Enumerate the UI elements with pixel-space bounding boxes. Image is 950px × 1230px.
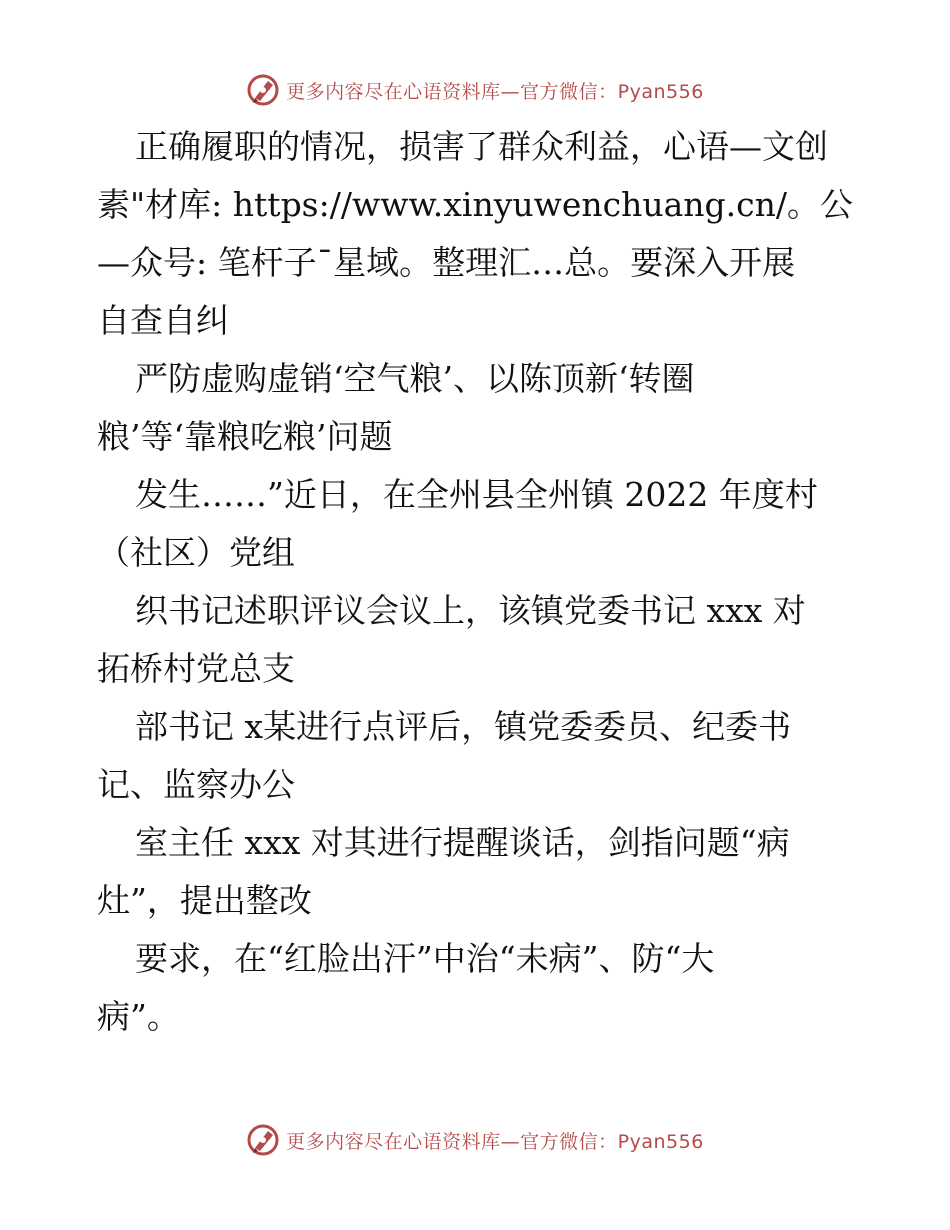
text-line: 自查自纠 (97, 301, 229, 340)
text-line: 室主任 xxx 对其进行提醒谈话，剑指问题“病 (135, 823, 790, 862)
pen-logo-icon (246, 73, 280, 107)
pen-logo-icon (246, 1123, 280, 1157)
text-line: 要求，在“红脸出汗”中治“未病”、防“大 (135, 939, 715, 978)
text-line: 灶”，提出整改 (97, 881, 312, 920)
text-line: 粮’等‘靠粮吃粮’问题 (97, 417, 393, 456)
text-line: —众号: 笔杆子¯星域。整理汇…总。要深入开展 (97, 243, 796, 282)
text-line: 部书记 x某进行点评后，镇党委委员、纪委书 (135, 707, 792, 746)
header-banner (0, 70, 950, 110)
text-line: 正确履职的情况，损害了群众利益，心语—文创 (135, 127, 828, 166)
footer-banner (0, 1120, 950, 1160)
header-banner-text: 更多内容尽在心语资料库—官方微信：Pyan556 (286, 80, 704, 103)
text-line: 素"材库: https://www.xinyuwenchuang.cn/。公 (97, 185, 854, 224)
document-body (97, 118, 857, 1046)
text-line: 织书记述职评议会议上，该镇党委书记 xxx 对 (135, 591, 806, 630)
text-line: 病”。 (97, 997, 180, 1036)
text-line: 严防虚购虚销‘空气粮’、以陈顶新‘转圈 (135, 359, 695, 398)
text-line: 记、监察办公 (97, 765, 295, 804)
text-line: 拓桥村党总支 (97, 649, 295, 688)
footer-banner-text: 更多内容尽在心语资料库—官方微信：Pyan556 (286, 1130, 704, 1153)
text-line: 发生……”近日，在全州县全州镇 2022 年度村 (135, 475, 818, 514)
text-line: （社区）党组 (97, 533, 295, 572)
